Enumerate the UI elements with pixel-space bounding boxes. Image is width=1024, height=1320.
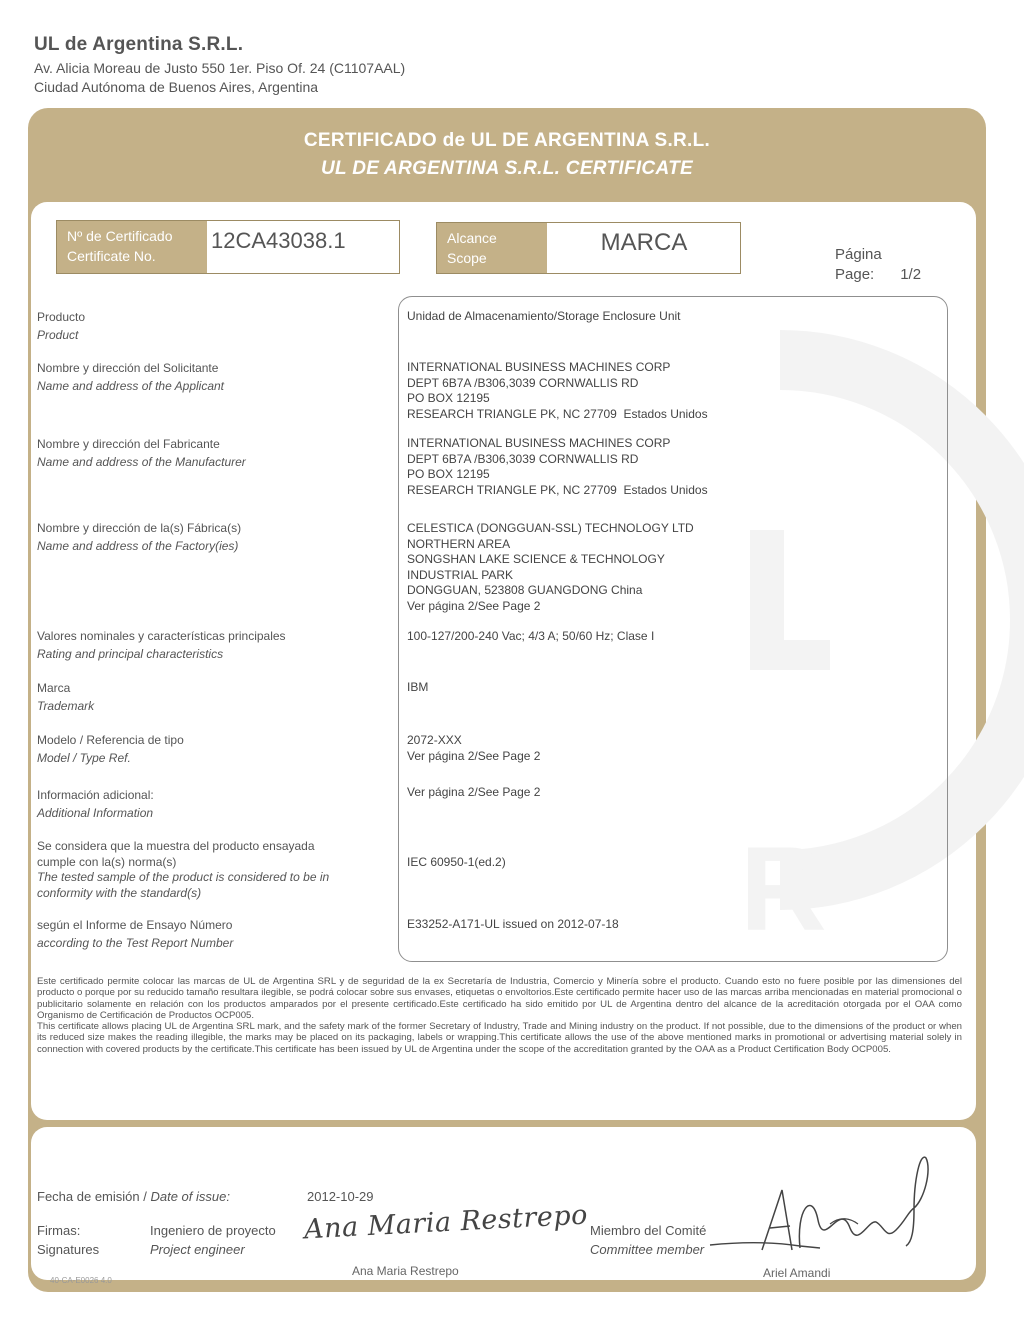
svg-text:R: R	[740, 822, 827, 940]
certificate-number-label	[57, 221, 207, 273]
row-value-model: 2072-XXX Ver página 2/See Page 2	[407, 733, 541, 763]
signatures-label: Firmas: Signatures	[37, 1223, 100, 1257]
certificate-number: 12CA43038.1	[211, 228, 346, 253]
row-label-product: Producto Product	[37, 310, 86, 342]
engineer-signature: Ana Maria Restrepo	[303, 1199, 589, 1246]
certificate-label-es: Nº de Certificado	[67, 228, 173, 244]
certificate-title-es: CERTIFICADO de UL DE ARGENTINA S.R.L.	[303, 130, 711, 151]
certificate-number-box	[56, 220, 400, 274]
row-label-applicant: Nombre y dirección del Solicitante Name and address of the Applicant	[37, 361, 225, 393]
row-value-additional-info: Ver página 2/See Page 2	[407, 785, 541, 799]
company-address-line1: Av. Alicia Moreau de Justo 550 1er. Piso Of. 24 (C1107AAL)	[34, 60, 406, 76]
row-value-applicant: INTERNATIONAL BUSINESS MACHINES CORP DEPT 6B7A /B306,3039 CORNWALLIS RD PO BOX 12195 RESEARCH TRIANGLE PK, NC 27709 Estados Unidos	[407, 360, 708, 421]
company-address-line2: Ciudad Autónoma de Buenos Aires, Argentina	[34, 79, 319, 95]
certificate-label-en: Certificate No.	[67, 248, 156, 264]
issue-date-label: Fecha de emisión / Date of issue:	[37, 1189, 230, 1204]
engineer-name: Ana Maria Restrepo	[352, 1264, 459, 1278]
disclaimer-es: Este certificado permite colocar las marcas de UL de Argentina SRL y de seguridad de la ex Secretaría de Industria, Comercio y Minería sobre el producto. Cuando esto no fuere posible por las dimensiones del producto o porque por su reducido tamaño resultara ilegible, se podrá colocar sobre sus envases, etiquetas o envoltorios.Este certificado permite hacer uso de las marcas arriba mencionadas en material promocional o publicitario solamente en relación con los productos amparados por el presente certificado.Este certificado ha sido emitido por UL de Argentina dentro del alcance de la acreditación otorgada por el OAA como Organismo de Certificación de Productos OCP005.	[37, 976, 962, 1021]
row-value-test-report: E33252-A171-UL issued on 2012-07-18	[407, 917, 619, 931]
company-name: UL de Argentina S.R.L.	[34, 34, 244, 55]
row-value-manufacturer: INTERNATIONAL BUSINESS MACHINES CORP DEPT 6B7A /B306,3039 CORNWALLIS RD PO BOX 12195 RESEARCH TRIANGLE PK, NC 27709 Estados Unidos	[407, 436, 708, 497]
row-label-test-report: según el Informe de Ensayo Número according to the Test Report Number	[37, 918, 234, 950]
row-value-product: Unidad de Almacenamiento/Storage Enclosure Unit	[407, 309, 681, 323]
scope-value: MARCA	[600, 229, 688, 256]
row-label-factory: Nombre y dirección de la(s) Fábrica(s) Name and address of the Factory(ies)	[37, 521, 242, 553]
row-value-factory: CELESTICA (DONGGUAN-SSL) TECHNOLOGY LTD NORTHERN AREA SONGSHAN LAKE SCIENCE & TECHNOLOGY INDUSTRIAL PARK DONGGUAN, 523808 GUANGDONG China Ver página 2/See Page 2	[407, 521, 694, 613]
page-label-en: Page:	[835, 266, 875, 283]
form-code: 40-CA-E0026 4.0	[50, 1276, 112, 1285]
scope-box	[436, 222, 741, 274]
scope-label-en: Scope	[447, 250, 487, 266]
page-indicator	[835, 245, 921, 285]
row-label-rating: Valores nominales y características principales Rating and principal characteristics	[37, 629, 286, 661]
row-label-model: Modelo / Referencia de tipo Model / Type Ref.	[37, 733, 184, 765]
engineer-title: Ingeniero de proyecto Project engineer	[150, 1223, 276, 1257]
committee-name: Ariel Amandi	[763, 1266, 831, 1280]
row-value-trademark: IBM	[407, 680, 429, 694]
row-label-standards: Se considera que la muestra del producto ensayada cumple con la(s) norma(s) The tested sample of the product is considered to be in conformity with the standard(s)	[37, 839, 330, 900]
committee-signature-icon	[700, 1150, 950, 1270]
committee-title: Miembro del Comité Committee member	[590, 1223, 707, 1257]
row-value-rating: 100-127/200-240 Vac; 4/3 A; 50/60 Hz; Clase I	[407, 629, 655, 643]
row-label-trademark: Marca Trademark	[37, 681, 95, 713]
page-label-es: Página	[835, 246, 882, 263]
disclaimer	[37, 976, 962, 1055]
disclaimer-en: This certificate allows placing UL de Argentina SRL mark, and the safety mark of the former Secretary of Industry, Trade and Mining industry on the product. If not possible, due to the dimensions of the product or when its reduced size makes the reading illegible, the marks may be placed on its packaging, labels or wrapping.This certificate allows the use of the above mentioned marks in promotional or advertising material solely in connection with covered products by the certificate.This certificate has been issued by UL de Argentina under the scope of the accreditation granted by the OAA as a Product Certification Body OCP005.	[37, 1021, 962, 1055]
certificate-title-en: UL DE ARGENTINA S.R.L. CERTIFICATE	[321, 158, 693, 179]
row-label-manufacturer: Nombre y dirección del Fabricante Name and address of the Manufacturer	[37, 437, 246, 469]
scope-label	[437, 223, 547, 273]
row-value-standards: IEC 60950-1(ed.2)	[407, 855, 506, 869]
page-number: 1/2	[900, 266, 922, 283]
row-label-additional-info: Información adicional: Additional Information	[37, 788, 154, 820]
scope-label-es: Alcance	[447, 230, 497, 246]
issue-date: 2012-10-29	[307, 1189, 374, 1204]
